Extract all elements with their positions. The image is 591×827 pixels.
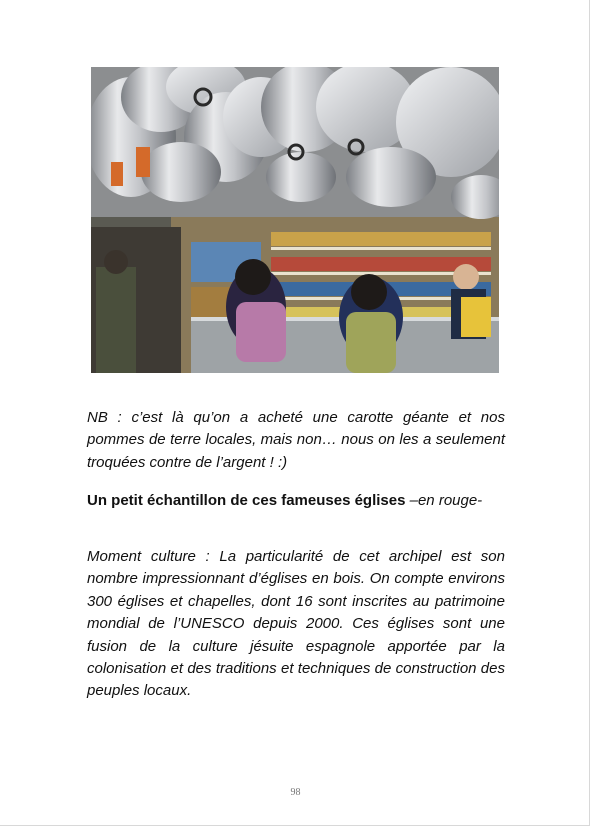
heading-italic-text: –en rouge- — [409, 492, 483, 509]
note-paragraph: NB : c’est là qu’on a acheté une carotte géante et nos pommes de terre locales, mais non… nous on les a seulement troquées contre de l’argent ! :) — [87, 409, 505, 471]
shop-photo — [91, 67, 499, 373]
heading-bold-text: Un petit échantillon de ces fameuses églises — [87, 492, 410, 509]
page-number: 98 — [290, 787, 301, 798]
culture-paragraph: Moment culture : La particularité de cet archipel est son nombre impressionnant d’églises en bois. On compte environs 300 églises et chapelles, dont 16 sont inscrites au patrimoine mondial de l’UNESCO depuis 2000. Ces églises sont une fusion de la culture jésuite espagnole apportée par la colonisation et des traditions et techniques de construction des peuples locaux. — [87, 548, 505, 700]
shop-photo-illustration — [91, 67, 499, 373]
section-heading — [87, 490, 505, 512]
